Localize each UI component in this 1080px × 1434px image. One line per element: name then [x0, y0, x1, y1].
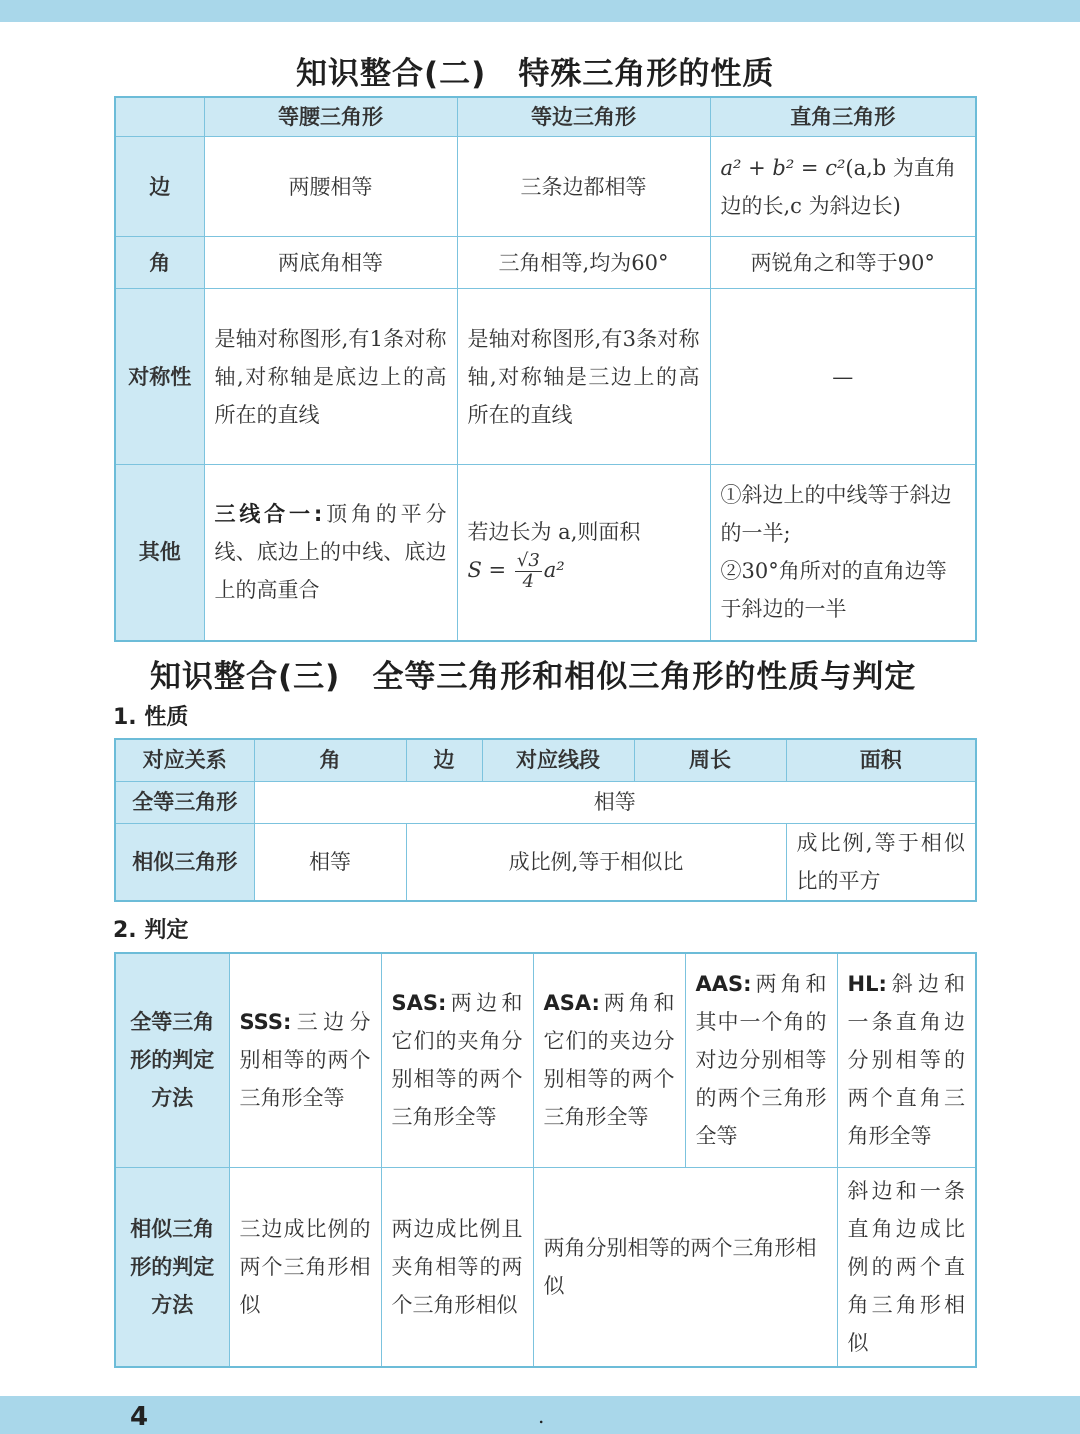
symmetry-isosceles: 是轴对称图形,有1条对称轴,对称轴是底边上的高所在的直线 — [204, 289, 457, 465]
sas-text: 两边和它们的夹角分别相等的两个三角形全等 — [391, 991, 523, 1130]
right-property-1: ①斜边上的中线等于斜边的一半; — [720, 483, 952, 546]
corner-cell — [115, 97, 204, 137]
footer-dot: . — [538, 1404, 545, 1428]
prop-header-perimeter: 周长 — [634, 739, 786, 781]
properties-table — [114, 738, 977, 902]
row-label-other: 其他 — [115, 465, 204, 641]
aas-text: 两角和其中一个角的对边分别相等的两个三角形全等 — [695, 972, 827, 1149]
criteria-subtitle: 2. 判定 — [113, 918, 189, 943]
angle-right: 两锐角之和等于90° — [710, 237, 976, 289]
header-isosceles: 等腰三角形 — [204, 97, 457, 137]
right-property-2: ②30°角所对的直角边等于斜边的一半 — [720, 559, 947, 622]
congruent-sss — [229, 953, 381, 1167]
sss-text: 三边分别相等的两个三角形全等 — [239, 1010, 371, 1111]
page-number: 4 — [130, 1402, 149, 1432]
congruent-value: 相等 — [254, 781, 976, 823]
header-right: 直角三角形 — [710, 97, 976, 137]
hl-lead: HL: — [847, 972, 887, 997]
side-right — [710, 137, 976, 237]
row-label-side: 边 — [115, 137, 204, 237]
prop-header-relation: 对应关系 — [115, 739, 254, 781]
area-formula — [468, 551, 700, 592]
congruent-hl — [837, 953, 976, 1167]
similar-area: 成比例,等于相似比的平方 — [786, 823, 976, 901]
three-lines-text: 顶角的平分线、底边上的中线、底边上的高重合 — [214, 502, 447, 603]
asa-text: 两角和它们的夹边分别相等的两个三角形全等 — [543, 991, 675, 1130]
section3-title: 知识整合(三) 全等三角形和相似三角形的性质与判定 — [150, 659, 917, 695]
criteria-row-similar: 相似三角形的判定方法 — [115, 1167, 229, 1367]
top-band — [0, 0, 1080, 22]
prop-row-congruent: 全等三角形 — [115, 781, 254, 823]
area-variable: a² — [543, 557, 565, 582]
prop-header-angle: 角 — [254, 739, 406, 781]
side-equilateral: 三条边都相等 — [457, 137, 710, 237]
prop-header-segment: 对应线段 — [482, 739, 634, 781]
asa-lead: ASA: — [543, 991, 600, 1016]
angle-equilateral: 三角相等,均为60° — [457, 237, 710, 289]
criteria-row-congruent: 全等三角形的判定方法 — [115, 953, 229, 1167]
sss-lead: SSS: — [239, 1010, 292, 1035]
pythagorean-formula: a² + b² = c² — [720, 155, 846, 180]
similar-sas: 两边成比例且夹角相等的两个三角形相似 — [381, 1167, 533, 1367]
hl-text: 斜边和一条直角边分别相等的两个直角三角形全等 — [847, 972, 965, 1149]
congruent-aas — [685, 953, 837, 1167]
other-isosceles — [204, 465, 457, 641]
similar-sss: 三边成比例的两个三角形相似 — [229, 1167, 381, 1367]
area-text: 若边长为 a,则面积 — [467, 519, 641, 544]
prop-header-area: 面积 — [786, 739, 976, 781]
congruent-sas — [381, 953, 533, 1167]
area-denominator: 4 — [522, 570, 535, 592]
other-right — [710, 465, 976, 641]
three-lines-lead: 三线合一: — [214, 502, 323, 527]
other-equilateral — [457, 465, 710, 641]
area-fraction — [515, 551, 542, 592]
area-numerator: √3 — [516, 549, 540, 571]
angle-isosceles: 两底角相等 — [204, 237, 457, 289]
pythagorean-note: (a,b 为直角边的长,c 为斜边长) — [720, 155, 956, 218]
similar-middle: 成比例,等于相似比 — [406, 823, 786, 901]
congruent-asa — [533, 953, 685, 1167]
row-label-symmetry: 对称性 — [115, 289, 204, 465]
symmetry-right: — — [710, 289, 976, 465]
area-lhs: S = — [467, 557, 507, 582]
similar-aa: 两角分别相等的两个三角形相似 — [533, 1167, 837, 1367]
header-equilateral: 等边三角形 — [457, 97, 710, 137]
prop-header-side: 边 — [406, 739, 482, 781]
side-isosceles: 两腰相等 — [204, 137, 457, 237]
criteria-table — [114, 952, 977, 1368]
sas-lead: SAS: — [391, 991, 447, 1016]
properties-subtitle: 1. 性质 — [113, 705, 189, 730]
similar-angle: 相等 — [254, 823, 406, 901]
section2-title: 知识整合(二) 特殊三角形的性质 — [296, 56, 775, 92]
prop-row-similar: 相似三角形 — [115, 823, 254, 901]
symmetry-equilateral: 是轴对称图形,有3条对称轴,对称轴是三边上的高所在的直线 — [457, 289, 710, 465]
special-triangles-table — [114, 96, 977, 642]
similar-hl: 斜边和一条直角边成比例的两个直角三角形相似 — [837, 1167, 976, 1367]
row-label-angle: 角 — [115, 237, 204, 289]
aas-lead: AAS: — [695, 972, 752, 997]
